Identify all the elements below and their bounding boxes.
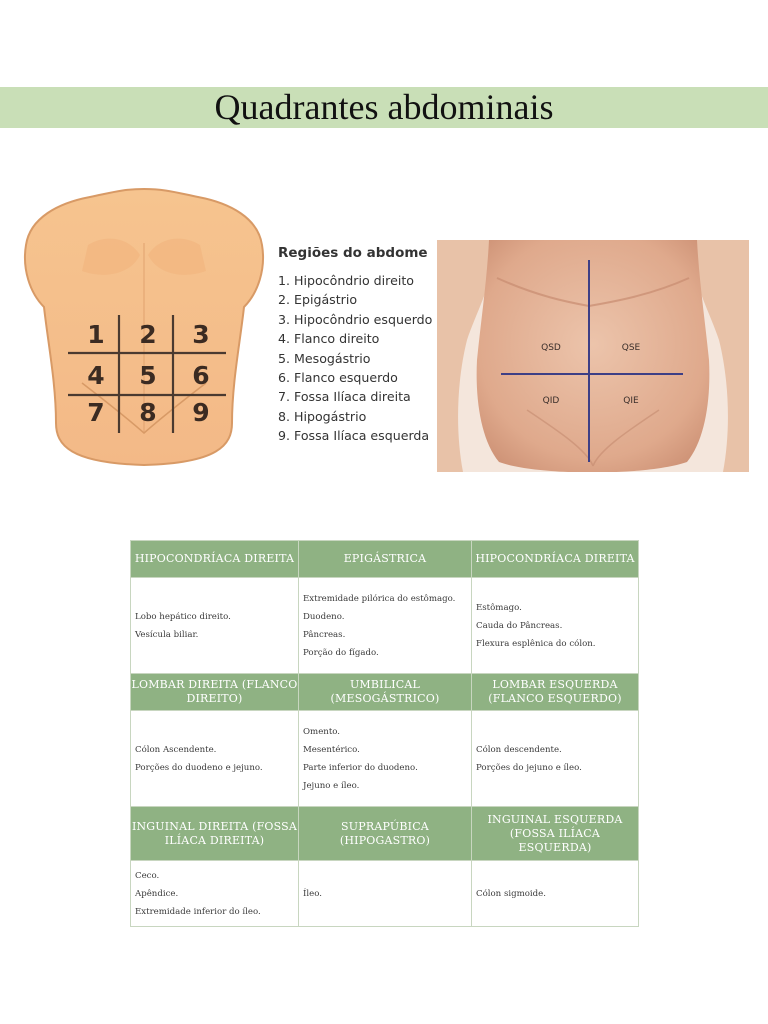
- region-item: 4. Flanco direito: [278, 331, 380, 347]
- table-cell: Íleo.: [299, 861, 472, 927]
- table-cell: Lobo hepático direito. Vesícula biliar.: [131, 578, 299, 674]
- table-header-cell: HIPOCONDRÍACA DIREITA: [131, 541, 299, 578]
- region-item: 5. Mesogástrio: [278, 350, 371, 366]
- table-header-row: [131, 807, 639, 861]
- torso-number-8: 8: [139, 398, 157, 427]
- region-item: 1. Hipocôndrio direito: [278, 273, 414, 288]
- table-cell: Estômago. Cauda do Pâncreas. Flexura esplênica do cólon.: [472, 578, 639, 674]
- abdomen-quadrants-illustration: [437, 240, 749, 472]
- torso-number-3: 3: [192, 320, 210, 349]
- region-item: 9. Fossa Ilíaca esquerda: [278, 428, 430, 444]
- table-cell: Ceco. Apêndice. Extremidade inferior do íleo.: [131, 861, 299, 927]
- regions-title: Regiões do abdome: [278, 245, 428, 261]
- regions-legend: [278, 245, 438, 446]
- table-header-cell: EPIGÁSTRICA: [299, 541, 472, 578]
- quadrant-label-qie: QIE: [623, 396, 639, 406]
- table-header-row: [131, 541, 639, 578]
- table-cell: Cólon sigmoide.: [472, 861, 639, 927]
- page-title: Quadrantes abdominais: [214, 87, 554, 127]
- table-header-cell: UMBILICAL (MESOGÁSTRICO): [299, 674, 472, 711]
- region-item: 8. Hipogástrio: [278, 408, 367, 424]
- table-row: [131, 578, 639, 674]
- table-cell: Cólon Ascendente. Porções do duodeno e jejuno.: [131, 711, 299, 807]
- regions-table: [130, 540, 639, 927]
- torso-number-7: 7: [87, 398, 105, 427]
- region-item: 3. Hipocôndrio esquerdo: [278, 311, 433, 327]
- table-cell: Extremidade pilórica do estômago. Duodeno. Pâncreas. Porção do fígado.: [299, 578, 472, 674]
- region-item: 2. Epigástrio: [278, 292, 358, 308]
- quadrant-label-qsd: QSD: [541, 343, 561, 353]
- region-item: 7. Fossa Ilíaca direita: [278, 389, 411, 405]
- torso-number-1: 1: [87, 320, 105, 349]
- table-cell: Cólon descendente. Porções do jejuno e íleo.: [472, 711, 639, 807]
- torso-number-9: 9: [192, 398, 210, 427]
- quadrant-label-qid: QID: [542, 396, 560, 406]
- table-row: [131, 861, 639, 927]
- table-header-cell: INGUINAL DIREITA (FOSSA ILÍACA DIREITA): [131, 807, 299, 861]
- quadrant-label-qse: QSE: [621, 343, 641, 353]
- torso-regions-illustration: [18, 183, 270, 467]
- table-header-cell: HIPOCONDRÍACA DIREITA: [472, 541, 639, 578]
- table-header-cell: LOMBAR ESQUERDA (FLANCO ESQUERDO): [472, 674, 639, 711]
- table-header-cell: LOMBAR DIREITA (FLANCO DIREITO): [131, 674, 299, 711]
- torso-number-5: 5: [139, 361, 157, 390]
- table-row: [131, 711, 639, 807]
- torso-number-4: 4: [87, 361, 105, 390]
- region-item: 6. Flanco esquerdo: [278, 370, 398, 386]
- table-cell: Omento. Mesentérico. Parte inferior do duodeno. Jejuno e íleo.: [299, 711, 472, 807]
- table-header-cell: SUPRAPÚBICA (HIPOGASTRO): [299, 807, 472, 861]
- table-header-cell: INGUINAL ESQUERDA (FOSSA ILÍACA ESQUERDA): [472, 807, 639, 861]
- torso-number-2: 2: [139, 320, 157, 349]
- table-header-row: [131, 674, 639, 711]
- title-banner: [0, 87, 768, 128]
- torso-number-6: 6: [192, 361, 210, 390]
